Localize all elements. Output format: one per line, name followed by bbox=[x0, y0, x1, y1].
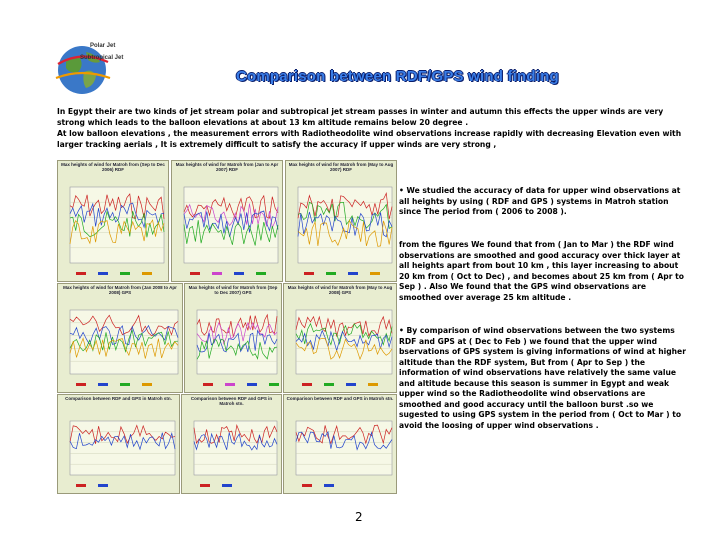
intro-paragraph: In Egypt their are two kinds of jet stream polar and subtropical jet stream passes in winter and autumn this effects the upper winds are very strong which leads to the balloon elevations at about 13 km altitude remains below 20 degree . bbox=[57, 107, 664, 127]
legend-swatch bbox=[368, 383, 378, 386]
intro-paragraph: At low balloon elevations , the measurement errors with Radiotheodolite wind observations increase rapidly with decreasing Elevation even with larger tracking aerials , It is extremely difficult to satisfy the accuracy if upper winds are very strong , bbox=[57, 129, 682, 149]
legend bbox=[190, 272, 266, 275]
findings-text: from the figures We found that from ( Jan to Mar ) the RDF wind observations are smoothed and good accuracy over thick layer at all heights apart from bout 10 km , this layer increasing to about 20 km from ( Oct to Dec) , and becomes about 25 km from ( Apr to Sep ) . Also We found that the GPS wind observations are smoothed over average 25 km altitude . bbox=[399, 240, 684, 302]
legend-swatch bbox=[120, 383, 130, 386]
legend-swatch bbox=[326, 272, 336, 275]
legend-swatch bbox=[234, 272, 244, 275]
chart-title: Comparison between RDF and GPS in Matroh stn. bbox=[65, 396, 172, 401]
legend-swatch bbox=[302, 383, 312, 386]
chart-panel bbox=[57, 160, 169, 282]
legend-swatch bbox=[324, 383, 334, 386]
intro-text bbox=[57, 106, 687, 150]
chart-panel bbox=[57, 283, 183, 393]
legend-swatch bbox=[304, 272, 314, 275]
findings-paragraph bbox=[399, 240, 689, 303]
legend-swatch bbox=[256, 272, 266, 275]
legend-swatch bbox=[120, 272, 130, 275]
chart-title: Max heights of wind for Matroh from (Jan to Apr 2007) RDF bbox=[175, 162, 279, 172]
chart-panel bbox=[181, 394, 282, 494]
legend-swatch bbox=[76, 272, 86, 275]
chart-title: Comparison between RDF and GPS in Matroh stn. bbox=[286, 396, 394, 401]
chart-panel bbox=[283, 394, 397, 494]
plot-area bbox=[70, 310, 178, 374]
legend-swatch bbox=[76, 484, 86, 487]
legend-swatch bbox=[370, 272, 380, 275]
legend-swatch bbox=[98, 484, 108, 487]
legend bbox=[76, 484, 108, 487]
legend-swatch bbox=[203, 383, 213, 386]
chart-plot bbox=[286, 161, 396, 281]
legend-swatch bbox=[142, 383, 152, 386]
legend-swatch bbox=[98, 383, 108, 386]
polar-jet-label: Polar Jet bbox=[90, 43, 116, 49]
chart-title: Comparison between RDF and GPS in Matroh stn. bbox=[190, 396, 273, 406]
legend-swatch bbox=[200, 484, 210, 487]
chart-panel bbox=[184, 283, 282, 393]
legend bbox=[302, 383, 378, 386]
chart-title: Max heights of wind for Matroh from (Jan 2008 to Apr 2008) GPS bbox=[63, 285, 177, 295]
comparison-text: • By comparison of wind observations between the two systems RDF and GPS at ( Dec to Feb ) we found that the upper wind bservations of GPS system is giving informations of wind at higher altitude than the RDF system, But from ( Apr to Sep ) the information of wind observations have relatively the same value and altitude because this season is summer in Egypt and weak upper wind so the Radiotheodolite wind observations are smoothed and good accuracy until the balloon burst .so we sugested to using GPS system in the period from ( Oct to Mar ) to avoid the loosing of upper wind observations . bbox=[399, 326, 686, 430]
legend-swatch bbox=[324, 484, 334, 487]
study-paragraph bbox=[399, 186, 689, 218]
page-title: Comparison between RDF/GPS wind finding bbox=[236, 68, 559, 85]
legend-swatch bbox=[222, 484, 232, 487]
chart-plot bbox=[185, 284, 281, 392]
legend-swatch bbox=[98, 272, 108, 275]
chart-plot bbox=[284, 284, 396, 392]
legend-swatch bbox=[190, 272, 200, 275]
chart-panel bbox=[283, 283, 397, 393]
subtropical-jet-label: Subtropical Jet bbox=[80, 55, 124, 61]
chart-title: Max heights of wind for Matroh from (Sep to Dec 2006) RDF bbox=[61, 162, 165, 172]
legend bbox=[203, 383, 279, 386]
comparison-paragraph bbox=[399, 326, 689, 431]
legend bbox=[302, 484, 334, 487]
legend bbox=[200, 484, 232, 487]
page-number: 2 bbox=[355, 510, 363, 524]
legend-swatch bbox=[302, 484, 312, 487]
chart-title: Max heights of wind for Matroh from (Sep to Dec 2007) GPS bbox=[188, 285, 278, 295]
chart-plot bbox=[182, 395, 281, 493]
legend-swatch bbox=[247, 383, 257, 386]
chart-panel bbox=[57, 394, 180, 494]
plot-area bbox=[296, 310, 392, 374]
chart-title: Max heights of wind for Matroh from (May to Aug 2008) GPS bbox=[287, 285, 393, 295]
plot-area bbox=[70, 187, 164, 263]
plot-area bbox=[70, 421, 175, 475]
plot-area bbox=[194, 421, 277, 475]
legend-swatch bbox=[212, 272, 222, 275]
chart-panel bbox=[171, 160, 283, 282]
legend bbox=[76, 272, 152, 275]
legend bbox=[304, 272, 380, 275]
legend-swatch bbox=[76, 383, 86, 386]
legend-swatch bbox=[142, 272, 152, 275]
chart-title: Max heights of wind for Matroh from (May to Aug 2007) RDF bbox=[288, 162, 394, 172]
legend bbox=[76, 383, 152, 386]
chart-panel bbox=[285, 160, 397, 282]
chart-plot bbox=[284, 395, 396, 493]
chart-plot bbox=[58, 395, 179, 493]
chart-plot bbox=[58, 161, 168, 281]
legend-swatch bbox=[225, 383, 235, 386]
chart-plot bbox=[58, 284, 182, 392]
chart-plot bbox=[172, 161, 282, 281]
legend-swatch bbox=[269, 383, 279, 386]
legend-swatch bbox=[348, 272, 358, 275]
legend-swatch bbox=[346, 383, 356, 386]
study-text: • We studied the accuracy of data for upper wind observations at all heights by using ( RDF and GPS ) systems in Matroh station since The period from ( 2006 to 2008 ). bbox=[399, 186, 681, 216]
